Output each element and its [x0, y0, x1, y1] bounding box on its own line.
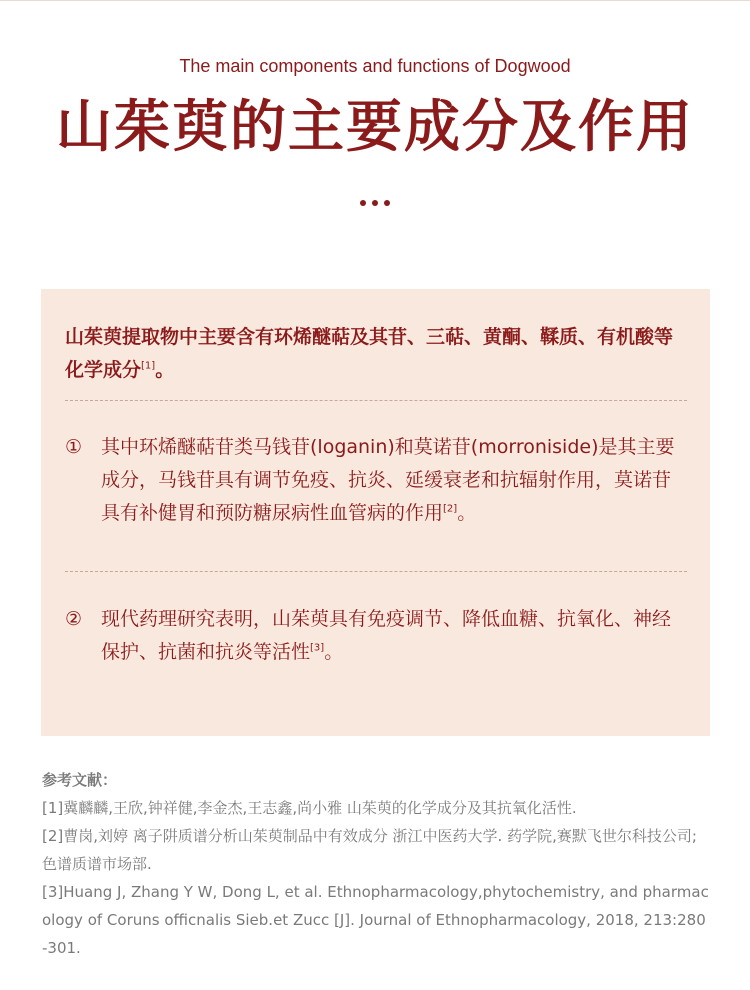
item-body: 现代药理研究表明，山茱萸具有免疫调节、降低血糖、抗氧化、神经保护、抗菌和抗炎等活性 [101, 608, 672, 663]
item-text [101, 431, 689, 530]
content-panel [41, 289, 710, 736]
item-end: 。 [457, 502, 477, 524]
references-section [42, 766, 710, 962]
dot-icon [372, 200, 378, 206]
dot-icon [360, 200, 366, 206]
intro-paragraph [65, 321, 689, 387]
item-end: 。 [324, 641, 344, 663]
ellipsis-decoration [0, 200, 750, 206]
reference-entry: [3]Huang J, Zhang Y W, Dong L, et al. Ethnopharmacology,phytochemistry, and pharmacology of Coruns officnalis Sieb.et Zucc [J]. Journal of Ethnopharmacology, 2018, 213:280-301. [42, 883, 709, 957]
intro-end: 。 [155, 359, 175, 381]
item-text [101, 603, 689, 669]
intro-text: 山茱萸提取物中主要含有环烯醚萜及其苷、三萜、黄酮、鞣质、有机酸等化学成分 [65, 326, 674, 381]
reference-entry: [2]曹岗,刘婷 离子阱质谱分析山茱萸制品中有效成分 浙江中医药大学. 药学院,赛默飞世尔科技公司;色谱质谱市场部. [42, 827, 697, 873]
dashed-divider [65, 571, 687, 572]
item-body: 其中环烯醚萜苷类马钱苷(loganin)和莫诺苷(morroniside)是其主要成分，马钱苷具有调节免疫、抗炎、延缓衰老和抗辐射作用，莫诺苷具有补健胃和预防糖尿病性血管病的作用 [101, 436, 675, 524]
reference-entry: [1]冀麟麟,王欣,钟祥健,李金杰,王志鑫,尚小雅 山茱萸的化学成分及其抗氧化活性. [42, 799, 577, 817]
item-number: ① [65, 436, 83, 458]
citation-ref: [3] [310, 642, 325, 654]
page-title: 山茱萸的主要成分及作用 [56, 95, 694, 160]
references-heading: 参考文献： [42, 771, 118, 789]
dashed-divider [65, 400, 687, 401]
page-subtitle: The main components and functions of Dogwood [179, 56, 571, 76]
item-number: ② [65, 608, 83, 630]
citation-ref: [1] [141, 360, 156, 372]
list-item [65, 603, 689, 669]
dot-icon [384, 200, 390, 206]
citation-ref: [2] [443, 503, 458, 515]
list-item [65, 431, 689, 530]
top-divider [0, 0, 750, 1]
